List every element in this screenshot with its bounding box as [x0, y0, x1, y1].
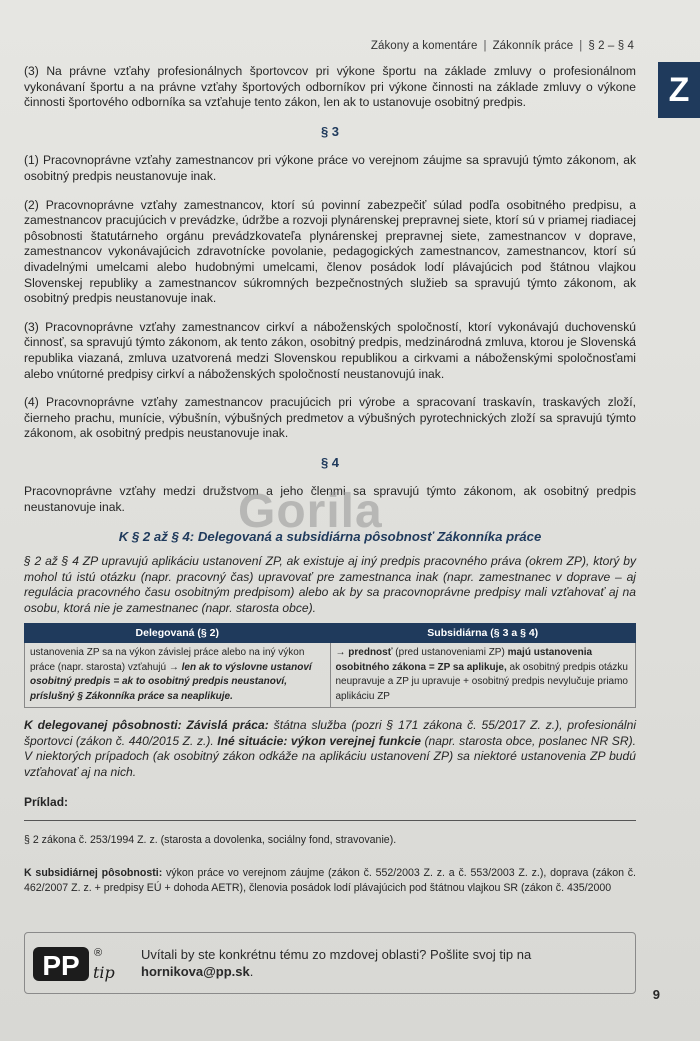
delegated-note-text-1: štátna služba (pozri § 171 zákona č. 55/2017 Z. z.), profesionálni športovci (zákon č. 440/2015 Z. z.). [24, 718, 637, 748]
table-header-delegated: Delegovaná (§ 2) [25, 623, 331, 643]
tip-end: . [249, 964, 254, 979]
subsidiary-plain-2: ak osobitný predpis otázku neupravuje a ZP ju upravuje + osobitný predpis nevylučuje priamo aplikáciu ZP [335, 661, 628, 702]
page-number: 9 [652, 987, 660, 1002]
section-3-paragraph-1: (1) Pracovnoprávne vzťahy zamestnancov pri výkone práce vo verejnom záujme sa spravujú týmto zákonom, ak osobitný predpis neustanovuje inak. [24, 153, 636, 183]
section-4-title: § 4 [320, 454, 340, 470]
subsidiary-bold-2: majú ustanovenia osobitného zákona = ZP sa aplikuje, [335, 647, 593, 673]
logo-tip-text: tip [93, 963, 115, 982]
subsidiary-bold-1: prednosť [348, 647, 393, 659]
delegated-note-text-2: (napr. starosta obce, poslanec NR SR). V niektorých prípadoch (ak osobitný zákon odkáže na aplikáciu ustanovení ZP) sa niektoré ustanovenia ZP budú vzťahovať aj na nich. [24, 733, 636, 779]
header-part-1: Zákony a komentáre [370, 40, 478, 52]
subsidiary-note-text: výkon práce vo verejnom záujme (zákon č. 552/2003 Z. z. a č. 553/2003 Z. z.), doprava (zákon č. 462/2007 Z. z. + predpisy EÚ + dohoda AETR), členovia posádok lodí plávajúcich pod štátnou vlajkou SR (zákon č. 435/2000 [24, 866, 636, 894]
delegated-note-lead: K delegovanej pôsobnosti: Závislá práca: [24, 718, 269, 733]
running-header [371, 40, 634, 52]
commentary-heading: K § 2 až § 4: Delegovaná a subsidiárna pôsobnosť Zákonníka práce [118, 528, 542, 544]
header-separator: | [483, 40, 487, 52]
table-cell-delegated [25, 643, 331, 708]
subsidiary-arrow: → [335, 647, 349, 659]
section-3-paragraph-2: (2) Pracovnoprávne vzťahy zamestnancov, ktorí sú povinní zabezpečiť súlad podľa osobitného predpisu, a zamestnancov pracujúcich v prevádzke, údržbe a rozvoji plynárenskej prepravnej siete, ktorí sú v priamej riadiacej pôsobnosti štatutárneho orgánu prevádzkovateľa plynárenskej prepravnej siete, zamestnancov v doprave, zamestnancov vykonávajúcich zdravotnícke povolanie, pedagogických zamestnancov, zamestnancov, ktorí sú divadelnými umelcami alebo hudobnými umelcami, členov posádok lodí plávajúcich pod štátnou vlajkou Slovenskej republiky a zamestnancov súkromných bezpečnostných služieb sa spravujú týmto zákonom, ak osobitný predpis neustanovuje inak. [24, 197, 636, 306]
subsidiary-note [24, 866, 636, 896]
table-header-subsidiary: Subsidiárna (§ 3 a § 4) [330, 623, 636, 643]
paragraph-sports: (3) Na právne vzťahy profesionálnych športovcov pri výkone športu na základe zmluvy o profesionálnom vykonávaní športu a na právne vzťahy športových odborníkov pri výkone činnosti na základe zmluvy o výkone činnosti športového odborníka sa vzťahuje tento zákon, len ak to ustanovuje osobitný predpis. [24, 64, 636, 110]
section-3-paragraph-4: (4) Pracovnoprávne vzťahy zamestnancov pracujúcich pri výrobe a spracovaní traskavín, traskavých zloží, čierneho prachu, munície, výbušnín, výbušných predmetov a výbušných pyrotechnických zloží sa spravujú týmto zákonom, ak osobitný predpis neustanovuje inak. [24, 395, 636, 441]
table-cell-subsidiary [330, 643, 636, 708]
tip-box [24, 932, 636, 994]
delegated-note-lead-2: Iné situácie: výkon verejnej funkcie [217, 733, 421, 748]
pp-tip-logo [33, 945, 121, 985]
tip-message: Uvítali by ste konkrétnu tému zo mzdovej oblasti? Pošlite svoj tip na [141, 947, 532, 962]
header-separator-2: | [579, 40, 583, 52]
delegated-bold: len ak to výslovne ustanoví osobitný predpis = ak to osobitný predpis neustanoví, príslušný § Zákonníka práce sa neaplikuje. [30, 661, 312, 702]
watermark: Gorila [238, 485, 383, 538]
section-3-title: § 3 [320, 123, 340, 139]
delegated-note [24, 718, 636, 780]
section-4-paragraph: Pracovnoprávne vzťahy medzi družstvom a jeho členmi sa spravujú týmto zákonom, ak osobitný predpis neustanovuje inak. [24, 484, 636, 515]
commentary-intro: § 2 až § 4 ZP upravujú aplikáciu ustanovení ZP, ak existuje aj iný predpis pracovného práva (okrem ZP), ktorý by mohol tú istú otázku (napr. pracovný čas) upravovať pre zamestnanca inak (napr. zamestnanec v doprave – aj regulácia pracovného času osobitným predpisom) alebo ak by sa pracovnoprávne predpisy mali vzťahovať aj na osobu, ktorá nie je zamestnanec (napr. starosta obce). [24, 554, 636, 616]
section-3-paragraph-3: (3) Pracovnoprávne vzťahy zamestnancov cirkví a náboženských spoločností, ktorí vykonávajú duchovenskú činnosť, sa spravujú týmto zákonom, ak tento zákon, osobitný predpis, medzinárodná zmluva, ktorou je Slovenská republika viazaná, zmluva uzatvorená medzi Slovenskou republikou a cirkvami a náboženskými spoločnosťami alebo vnútorné predpisy cirkví a náboženských spoločností neustanovujú inak. [24, 319, 636, 381]
subsidiary-plain-1: (pred ustanoveniami ZP) [392, 647, 508, 659]
example-label: Príklad: [24, 795, 636, 822]
logo-registered-mark: ® [94, 947, 103, 959]
header-part-2: Zákonník práce [492, 40, 574, 52]
delegated-plain: ustanovenia ZP sa na výkon závislej práce alebo na iný výkon práce (napr. starosta) vzťahujú → [30, 647, 305, 673]
subsidiary-note-lead: K subsidiárnej pôsobnosti: [24, 866, 163, 879]
page-content [24, 64, 636, 896]
tip-email-link[interactable]: hornikova@pp.sk [141, 964, 250, 979]
logo-pp-text: PP [42, 950, 80, 981]
comparison-table [24, 623, 636, 709]
example-text: § 2 zákona č. 253/1994 Z. z. (starosta a dovolenka, sociálny fond, stravovanie). [24, 834, 397, 847]
tip-text [141, 946, 627, 980]
chapter-tab: Z [658, 62, 700, 118]
header-part-3: § 2 – § 4 [588, 40, 634, 52]
